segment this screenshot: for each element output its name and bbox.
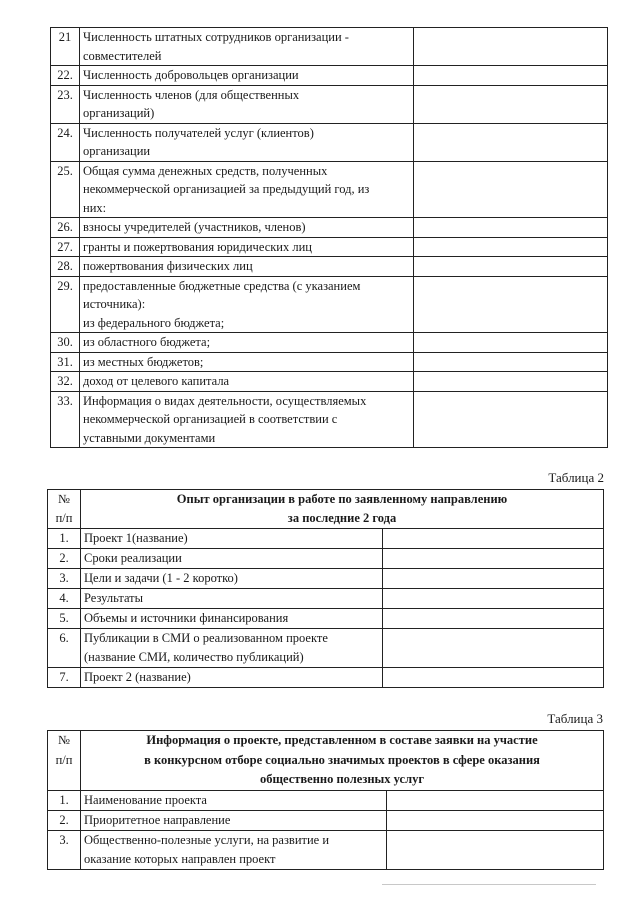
- row-label: [80, 333, 414, 353]
- header-title-line: Информация о проекте, представленном в составе заявки на участие: [146, 733, 538, 747]
- row-label: [81, 569, 383, 589]
- row-label-line: них:: [83, 200, 107, 215]
- row-label: [81, 668, 383, 688]
- row-value-cell[interactable]: [414, 85, 608, 123]
- table-row: [51, 352, 608, 372]
- row-label-line: уставными документами: [83, 430, 216, 445]
- row-value-cell[interactable]: [383, 668, 604, 688]
- table-row: [51, 85, 608, 123]
- table-row: [48, 529, 604, 549]
- row-label: [80, 237, 414, 257]
- row-value-cell[interactable]: [414, 372, 608, 392]
- row-value-cell[interactable]: [414, 391, 608, 448]
- table-row: [51, 66, 608, 86]
- row-label-line: гранты и пожертвования юридических лиц: [83, 239, 312, 254]
- header-number-sublabel: п/п: [55, 752, 73, 767]
- row-label: [81, 790, 387, 810]
- row-label-line: совместителей: [83, 48, 162, 63]
- row-label: [81, 830, 387, 869]
- row-label-line: предоставленные бюджетные средства (с указанием: [83, 278, 361, 293]
- organization-experience-table: [47, 489, 604, 688]
- row-number: 23.: [51, 85, 80, 123]
- table-row: [51, 372, 608, 392]
- row-value-cell[interactable]: [383, 549, 604, 569]
- table-2-caption: Таблица 2: [548, 470, 604, 485]
- row-value-cell[interactable]: [414, 237, 608, 257]
- row-label-line: Численность получателей услуг (клиентов): [83, 125, 314, 140]
- table-row: [48, 830, 604, 869]
- table-row: [51, 391, 608, 448]
- row-label-line: Численность добровольцев организации: [83, 68, 299, 82]
- header-title-cell: [81, 490, 604, 529]
- table-row: [48, 589, 604, 609]
- table-row: [48, 609, 604, 629]
- row-number: 6.: [48, 629, 81, 668]
- row-value-cell[interactable]: [414, 28, 608, 66]
- row-label-line: Проект 1(название): [84, 531, 188, 545]
- row-number: 33.: [51, 391, 80, 448]
- header-title-line: Опыт организации в работе по заявленному направлению: [176, 492, 508, 506]
- table-row: [51, 218, 608, 238]
- organization-info-table: [50, 27, 608, 448]
- row-value-cell[interactable]: [414, 257, 608, 277]
- row-label-line: организаций): [83, 106, 155, 120]
- row-label: [80, 66, 414, 86]
- row-number: 24.: [51, 123, 80, 161]
- row-number: 7.: [48, 668, 81, 688]
- row-value-cell[interactable]: [387, 810, 604, 830]
- row-label: [81, 529, 383, 549]
- organization-info-table-body: [51, 28, 608, 448]
- table-row: [51, 123, 608, 161]
- row-number: 2.: [48, 810, 81, 830]
- row-label: [80, 276, 414, 333]
- table-row: [48, 629, 604, 668]
- row-label-line: Сроки реализации: [84, 551, 182, 565]
- row-label-line: Приоритетное направление: [84, 812, 231, 827]
- row-label: [81, 549, 383, 569]
- row-label-line: (название СМИ, количество публикаций): [84, 650, 304, 664]
- row-number: 4.: [48, 589, 81, 609]
- row-number: 21: [51, 28, 80, 66]
- row-value-cell[interactable]: [383, 569, 604, 589]
- row-number: 25.: [51, 161, 80, 218]
- row-label-line: Публикации в СМИ о реализованном проекте: [84, 631, 328, 645]
- row-label-line: взносы учредителей (участников, членов): [83, 220, 306, 234]
- row-number: 32.: [51, 372, 80, 392]
- table-row: [48, 668, 604, 688]
- row-value-cell[interactable]: [414, 66, 608, 86]
- table-row: [48, 549, 604, 569]
- row-label: [81, 589, 383, 609]
- row-label-line: Объемы и источники финансирования: [84, 611, 289, 625]
- header-title-line: общественно полезных услуг: [259, 772, 425, 786]
- row-label-line: Цели и задачи (1 - 2 коротко): [84, 571, 238, 585]
- row-label: [80, 372, 414, 392]
- row-label: [80, 218, 414, 238]
- row-label-line: из местных бюджетов;: [83, 354, 204, 369]
- row-number: 30.: [51, 333, 80, 353]
- row-number: 2.: [48, 549, 81, 569]
- header-number-cell: [48, 490, 81, 529]
- header-title-line: в конкурсном отборе социально значимых проектов в сфере оказания: [144, 752, 540, 767]
- row-number: 3.: [48, 830, 81, 869]
- row-number: 1.: [48, 529, 81, 549]
- row-label: [80, 391, 414, 448]
- row-number: 29.: [51, 276, 80, 333]
- table-3-caption: Таблица 3: [547, 711, 603, 726]
- header-title-cell: [81, 731, 604, 791]
- row-label: [80, 352, 414, 372]
- row-label-line: Результаты: [84, 591, 144, 605]
- row-label-line: Общая сумма денежных средств, полученных: [83, 163, 328, 178]
- row-label: [80, 28, 414, 66]
- row-label-line: Проект 2 (название): [84, 670, 191, 684]
- organization-experience-table-body: [48, 529, 604, 688]
- row-number: 3.: [48, 569, 81, 589]
- row-label-line: пожертвования физических лиц: [83, 259, 253, 273]
- row-value-cell[interactable]: [383, 529, 604, 549]
- row-number: 5.: [48, 609, 81, 629]
- row-value-cell[interactable]: [383, 629, 604, 668]
- row-number: 27.: [51, 237, 80, 257]
- row-label: [80, 85, 414, 123]
- table-row: [51, 257, 608, 277]
- header-number-sublabel: п/п: [55, 511, 73, 525]
- header-number-label: №: [58, 733, 70, 747]
- footer-divider: [382, 884, 596, 885]
- row-number: 1.: [48, 790, 81, 810]
- row-value-cell[interactable]: [414, 276, 608, 333]
- project-info-table: [47, 730, 604, 870]
- table-row: [48, 810, 604, 830]
- header-number-label: №: [58, 492, 70, 506]
- row-label-line: доход от целевого капитала: [83, 374, 230, 388]
- row-label-line: Информация о видах деятельности, осуществляемых: [83, 393, 367, 408]
- row-label: [80, 161, 414, 218]
- row-label: [81, 810, 387, 830]
- row-label-line: источника):: [83, 297, 146, 311]
- row-label: [80, 257, 414, 277]
- row-label-line: оказание которых направлен проект: [84, 851, 276, 866]
- table-header-row: [48, 490, 604, 529]
- row-number: 31.: [51, 352, 80, 372]
- row-label-line: Общественно-полезные услуги, на развитие и: [84, 832, 330, 847]
- row-value-cell[interactable]: [383, 609, 604, 629]
- header-number-cell: [48, 731, 81, 791]
- row-value-cell[interactable]: [414, 352, 608, 372]
- row-label-line: Численность членов (для общественных: [83, 87, 300, 102]
- table-row: [48, 790, 604, 810]
- row-label-line: из федерального бюджета;: [83, 315, 225, 330]
- table-header-row: [48, 731, 604, 791]
- row-value-cell[interactable]: [387, 830, 604, 869]
- table-row: [48, 569, 604, 589]
- row-label-line: организации: [83, 144, 151, 158]
- row-label-line: некоммерческой организацией в соответствии с: [83, 412, 338, 426]
- row-label: [81, 629, 383, 668]
- row-value-cell[interactable]: [414, 333, 608, 353]
- row-value-cell[interactable]: [414, 123, 608, 161]
- table-row: [51, 28, 608, 66]
- row-number: 28.: [51, 257, 80, 277]
- project-info-table-body: [48, 790, 604, 869]
- table-row: [51, 333, 608, 353]
- row-label: [80, 123, 414, 161]
- row-label-line: некоммерческой организацией за предыдущий год, из: [83, 182, 370, 196]
- row-number: 26.: [51, 218, 80, 238]
- table-row: [51, 237, 608, 257]
- row-label: [81, 609, 383, 629]
- table-row: [51, 161, 608, 218]
- header-title-line: за последние 2 года: [287, 511, 397, 525]
- row-label-line: Численность штатных сотрудников организации -: [83, 30, 349, 44]
- row-number: 22.: [51, 66, 80, 86]
- row-label-line: Наименование проекта: [84, 792, 207, 807]
- row-value-cell[interactable]: [414, 161, 608, 218]
- table-row: [51, 276, 608, 333]
- row-value-cell[interactable]: [387, 790, 604, 810]
- row-value-cell[interactable]: [383, 589, 604, 609]
- row-label-line: из областного бюджета;: [83, 335, 211, 349]
- row-value-cell[interactable]: [414, 218, 608, 238]
